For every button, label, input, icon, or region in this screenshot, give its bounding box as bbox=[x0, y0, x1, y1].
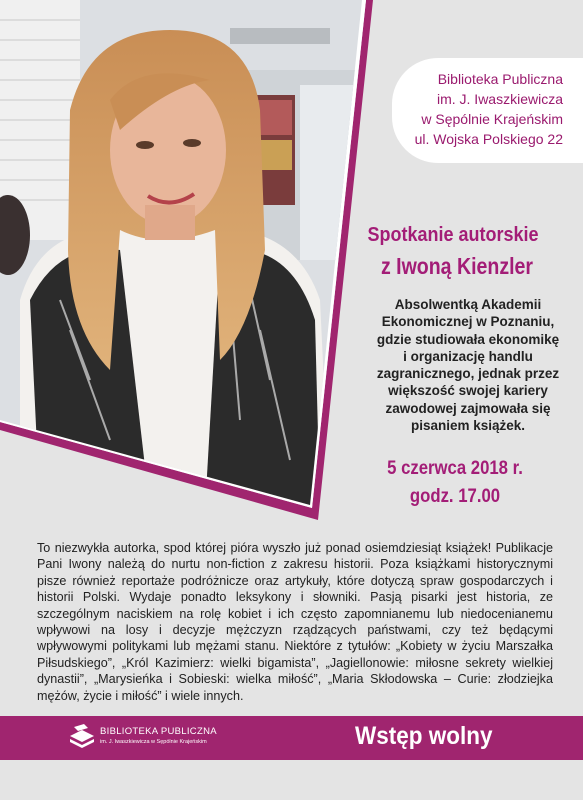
bio-line: większość swojej kariery bbox=[388, 383, 548, 399]
bio-line: pisaniem książek. bbox=[410, 418, 526, 434]
event-title: Spotkanie autorskie bbox=[367, 224, 539, 246]
library-patron-line: im. J. Iwaszkiewicza bbox=[436, 91, 563, 107]
bio-line: zawodowej zajmowała się bbox=[385, 400, 551, 416]
bio-line: Ekonomicznej w Poznaniu, bbox=[381, 314, 555, 330]
library-town-line: w Sępólnie Krajeńskim bbox=[421, 111, 563, 127]
book-logo-icon bbox=[68, 724, 96, 752]
author-bio bbox=[364, 296, 572, 434]
event-author: z Iwoną Kienzler bbox=[380, 253, 534, 279]
footer-library-subtitle: im. J. Iwaszkiewicza w Sępólnie Krajeńskim bbox=[100, 739, 207, 745]
library-name-line: Biblioteka Publiczna bbox=[437, 71, 563, 87]
free-entry-label: Wstęp wolny bbox=[355, 722, 493, 750]
bio-line: zagranicznego, jednak przez bbox=[376, 366, 560, 382]
event-description: To niezwykła autorka, spod której pióra wyszło już ponad osiemdziesiąt książek! Publikacje Pani Iwony należą do nurtu non-fiction z zakresu historii. Poza książkami historycznymi pisze również reportaże podróżnicze oraz artykuły, które dotyczą spraw gospodarczych i historii Polski. Wydaje ponadto leksykony i słowniki. Pasją pisarki jest historia, ze szczególnym naciskiem na rolę kobiet i ich często zapomnianemu lub niedocenianemu wpływowi na losy i decyzje mężczyzn rządzących państwami, czy też będącymi wpływowymi politykami lub mężami stanu. Niektóre z tytułów: „Kobiety w życiu Marszałka Piłsudskiego”, „Król Kazimierz: wielki bigamista”, „Jagiellonowie: miłosne sekrety wielkiej dynastii”, „Marysieńka i Sobieski: wielka miłość”, „Maria Skłodowska – Curie: złodziejka mężów, życie i miłość” i wiele innych. bbox=[37, 541, 553, 703]
event-date: 5 czerwca 2018 r. bbox=[387, 458, 523, 479]
footer-library-name: BIBLIOTEKA PUBLICZNA bbox=[100, 726, 217, 737]
library-street-line: ul. Wojska Polskiego 22 bbox=[414, 131, 563, 147]
bio-line: Absolwentką Akademii bbox=[394, 297, 542, 312]
bio-line: gdzie studiowała ekonomikę bbox=[376, 331, 560, 347]
bio-line: i organizację handlu bbox=[403, 348, 533, 364]
event-time: godz. 17.00 bbox=[409, 486, 501, 507]
